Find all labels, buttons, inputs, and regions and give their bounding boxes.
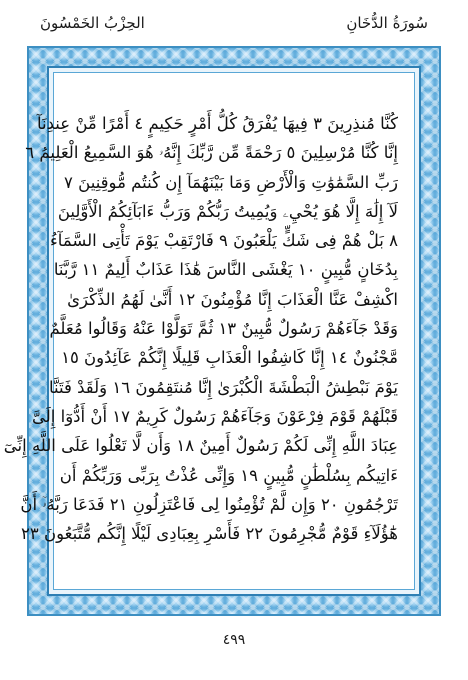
surah-name: سُورَةُ الدُّخَانِ	[346, 14, 428, 32]
verse-line: بِدُخَانٍ مُّبِينٍ ١٠ يَغْشَى النَّاسَ هَٰذَا عَذَابٌ أَلِيمٌ ١١ رَّبَّنَا	[53, 260, 398, 280]
verse-line: ٨ بَلْ هُمْ فِى شَكٍّ يَلْعَبُونَ ٩ فَارْتَقِبْ يَوْمَ تَأْتِى السَّمَآءُ	[50, 231, 398, 251]
verse-line: عِبَادَ اللَّهِ إِنِّى لَكُمْ رَسُولٌ أَمِينٌ ١٨ وَأَن لَّا تَعْلُوا عَلَى اللَّهِ إِنِّىٓ	[3, 436, 398, 456]
page-number: ٤٩٩	[222, 632, 246, 648]
verse-line: كُنَّا مُنذِرِينَ ٣ فِيهَا يُفْرَقُ كُلُّ أَمْرٍ حَكِيمٍ ٤ أَمْرًا مِّنْ عِندِنَآ	[36, 114, 398, 133]
frame-inner-border	[3, 66, 421, 596]
ornamental-frame	[3, 46, 441, 616]
verse-line: رَبِّ السَّمَٰوَٰتِ وَالْأَرْضِ وَمَا بَيْنَهُمَآ إِن كُنتُم مُّوقِنِينَ ٧	[64, 172, 398, 192]
verse-line: اكْشِفْ عَنَّا الْعَذَابَ إِنَّا مُؤْمِنُونَ ١٢ أَنَّىٰ لَهُمُ الذِّكْرَىٰ	[67, 289, 398, 309]
verse-line: مَّجْنُونٌ ١٤ إِنَّا كَاشِفُوا الْعَذَابِ قَلِيلًا إِنَّكُمْ عَآئِدُونَ ١٥	[61, 348, 398, 368]
verse-line: إِنَّا كُنَّا مُرْسِلِينَ ٥ رَحْمَةً مِّن رَّبِّكَ إِنَّهُۥ هُوَ السَّمِيعُ الْعَلِيمُ ٦	[25, 143, 398, 163]
verse-line: وَقَدْ جَآءَهُمْ رَسُولٌ مُّبِينٌ ١٣ ثُمَّ تَوَلَّوْا عَنْهُ وَقَالُوا مُعَلَّمٌ	[49, 319, 398, 339]
verse-line: قَبْلَهُمْ قَوْمَ فِرْعَوْنَ وَجَآءَهُمْ رَسُولٌ كَرِيمٌ ١٧ أَنْ أَدُّوٓا إِلَىَّ	[32, 406, 398, 426]
verse-line: تَرْجُمُونِ ٢٠ وَإِن لَّمْ تُؤْمِنُوا لِى فَاعْتَزِلُونِ ٢١ فَدَعَا رَبَّهُۥٓ أَنَّ	[20, 494, 398, 514]
hizb-name: الحِزْبُ الخَمْسُونَ	[40, 14, 145, 32]
verse-line: يَوْمَ نَبْطِشُ الْبَطْشَةَ الْكُبْرَىٰ إِنَّا مُنتَقِمُونَ ١٦ وَلَقَدْ فَتَنَّا	[49, 377, 398, 397]
verse-text-area	[3, 72, 415, 590]
verse-line: لَآ إِلَٰهَ إِلَّا هُوَ يُحْيِۦ وَيُمِيتُ رَبُّكُمْ وَرَبُّ ءَابَآئِكُمُ الْأَوَّلِينَ	[57, 201, 398, 221]
verse-line: هَٰٓؤُلَآءِ قَوْمٌ مُّجْرِمُونَ ٢٢ فَأَسْرِ بِعِبَادِى لَيْلًا إِنَّكُم مُّتَّبَعُونَ ٢٣	[21, 524, 398, 544]
page-header	[40, 8, 428, 38]
verse-line: ءَاتِيكُم بِسُلْطَٰنٍ مُّبِينٍ ١٩ وَإِنِّى عُذْتُ بِرَبِّى وَرَبِّكُمْ أَن	[59, 465, 398, 485]
